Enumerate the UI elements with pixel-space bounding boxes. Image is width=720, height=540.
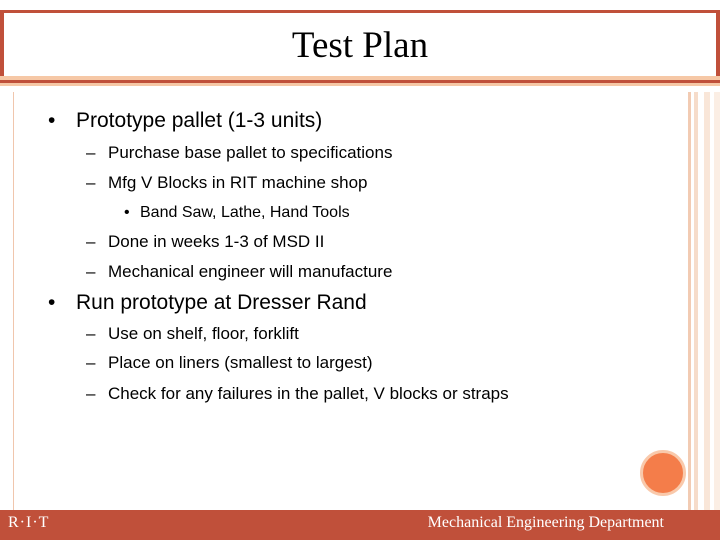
sub-bullet-item [86,324,299,344]
bullet-item [48,291,367,315]
rit-logo: R·I·T [8,514,50,531]
dash-marker: – [86,353,96,372]
dash-marker: – [86,384,96,403]
sub-bullet-text: Place on liners (smallest to largest) [108,353,373,372]
sub-bullet-text: Use on shelf, floor, forklift [108,324,299,343]
sub-bullet-item [86,353,373,373]
sub-bullet-item [86,173,368,193]
sub-bullet-text: Check for any failures in the pallet, V blocks or straps [108,384,509,403]
sub-bullet-text: Mfg V Blocks in RIT machine shop [108,173,368,192]
sub-bullet-item [86,232,324,252]
bullet-text: Prototype pallet (1-3 units) [76,109,323,132]
sub-bullet-text: Purchase base pallet to specifications [108,143,393,162]
dash-marker: – [86,324,96,343]
sub-sub-bullet-item [124,204,350,222]
dash-marker: – [86,262,96,281]
sub-sub-bullet-text: Band Saw, Lathe, Hand Tools [140,204,350,221]
bullet-item [48,109,322,133]
sub-bullet-text: Mechanical engineer will manufacture [108,262,393,281]
bullet-marker: • [48,291,56,314]
department-name: Mechanical Engineering Department [427,514,664,531]
dash-marker: – [86,173,96,192]
bullet-marker: • [48,109,56,132]
decorative-circle [640,450,686,496]
sub-bullet-item [86,262,392,282]
bullet-text: Run prototype at Dresser Rand [76,291,367,314]
sub-bullet-text: Done in weeks 1-3 of MSD II [108,232,325,251]
dash-marker: – [86,143,96,162]
slide-title: Test Plan [291,25,429,66]
dash-marker: – [86,232,96,251]
sub-bullet-item [86,384,509,404]
bullet-marker: • [124,204,130,221]
sub-bullet-item [86,143,392,163]
